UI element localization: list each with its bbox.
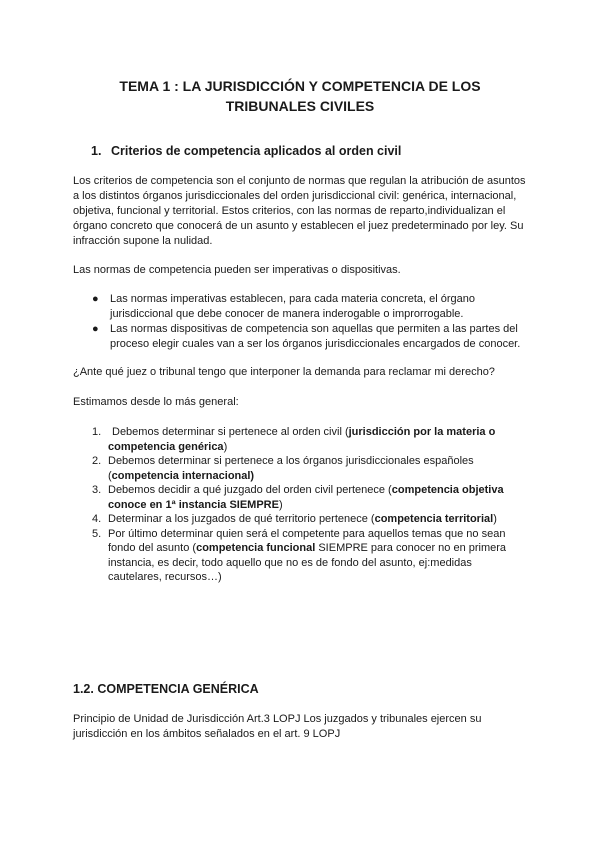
list-item: ● Las normas dispositivas de competencia son aquellas que permiten a las partes del proceso elegir cuales van a ser los órganos jurisdiccionales encargados de conocer.: [92, 323, 521, 350]
numbered-list: [92, 425, 512, 585]
section-number: 1.: [91, 144, 102, 158]
document-title: TEMA 1 : LA JURISDICCIÓN Y COMPETENCIA DE LOS TRIBUNALES CIVILES: [119, 78, 481, 114]
bullet-icon: ●: [92, 323, 99, 335]
paragraph-normas: Las normas de competencia pueden ser imperativas o dispositivas.: [73, 264, 401, 276]
list-item: 2. Debemos determinar si pertenece a los órganos jurisdiccionales españoles (competencia internacional): [92, 455, 474, 482]
paragraph-question: ¿Ante qué juez o tribunal tengo que interponer la demanda para reclamar mi derecho?: [73, 366, 495, 378]
bullet-list: [92, 292, 532, 352]
list-item: 3. Debemos decidir a qué juzgado del orden civil pertenece (competencia objetiva conoce en 1ª instancia SIEMPRE): [92, 484, 504, 511]
list-item: 1. Debemos determinar si pertenece al orden civil (jurisdicción por la materia o competencia genérica): [92, 426, 496, 453]
list-item: 4. Determinar a los juzgados de qué territorio pertenece (competencia territorial): [92, 513, 497, 525]
list-item: ● Las normas imperativas establecen, para cada materia concreta, el órgano jurisdiccional que debe conocer de manera inderogable o improrrogable.: [92, 293, 476, 320]
paragraph-estimamos: Estimamos desde lo más general:: [73, 396, 239, 408]
section-heading-1: [91, 144, 401, 158]
paragraph-criterios: Los criterios de competencia son el conjunto de normas que regulan la atribución de asuntos a los distintos órganos jurisdiccionales del orden jurisdiccional civil: genérica, internacional, objetiva, funcional y territorial. Estos criterios, con las normas de reparto,individualizan el órgano concreto que conocerá de un asunto y establecen el juez predeterminado por ley. Su infracción supone la nulidad.: [73, 175, 526, 247]
list-item: 5. Por último determinar quien será el competente para aquellos temas que no sean fondo del asunto (competencia funcional SIEMPRE para conocer no en primera instancia, es decir, todo aquello que no es de fondo del asunto, ej:medidas cautelares, recursos…): [92, 527, 507, 583]
section-heading-1-2: 1.2. COMPETENCIA GENÉRICA: [73, 682, 259, 696]
bullet-icon: ●: [92, 293, 99, 305]
paragraph-unidad-jurisdiccion: Principio de Unidad de Jurisdicción Art.3 LOPJ Los juzgados y tribunales ejercen su jurisdicción en los ámbitos señalados en el art. 9 LOPJ: [73, 713, 482, 740]
section-heading-text: Criterios de competencia aplicados al orden civil: [111, 144, 402, 158]
